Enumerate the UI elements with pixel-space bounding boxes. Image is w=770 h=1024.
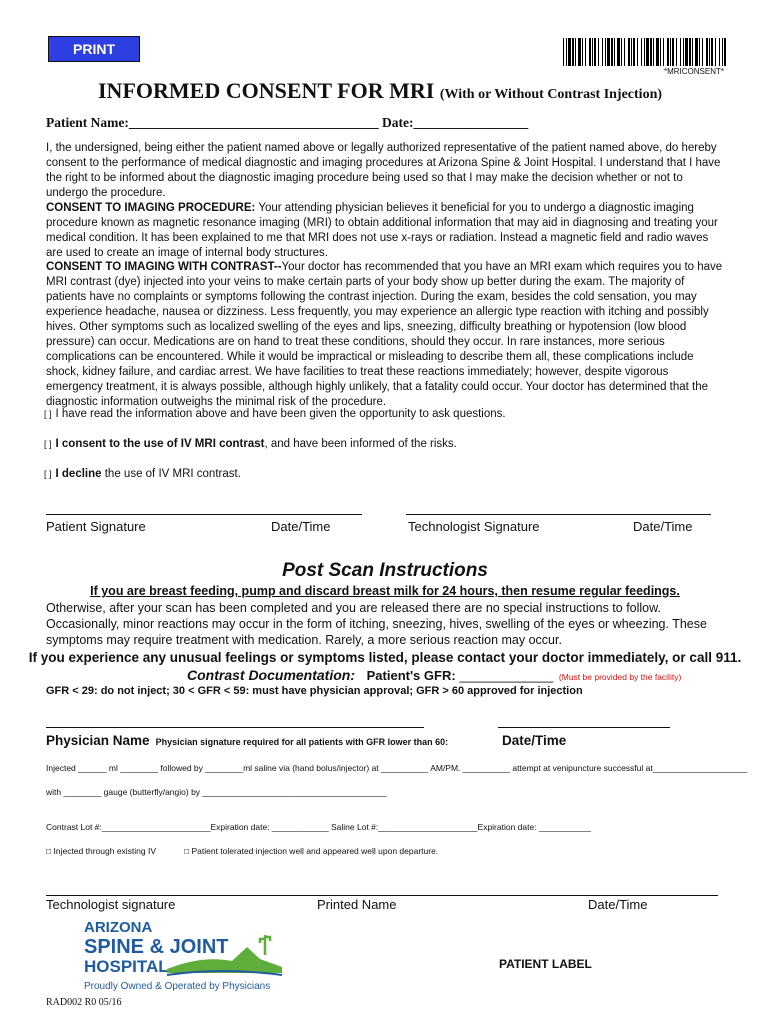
contrast-heading: CONSENT TO IMAGING WITH CONTRAST-- — [46, 261, 282, 273]
logo-line1: ARIZONA — [84, 919, 153, 936]
barcode-bar — [670, 38, 671, 66]
physician-date-label: Date/Time — [502, 733, 567, 748]
technologist-signature-label-2: Technologist signature — [46, 897, 176, 912]
checkbox-read[interactable] — [44, 408, 506, 420]
printed-name-label: Printed Name — [317, 897, 397, 912]
gfr-field[interactable]: _____________ — [459, 668, 554, 683]
gfr-rules: GFR < 29: do not inject; 30 < GFR < 59: must have physician approval; GFR > 60 approved for injection — [46, 685, 583, 697]
checkbox-text: the use of IV MRI contrast. — [101, 468, 241, 480]
barcode-bar — [719, 38, 720, 66]
contrast-doc-label: Contrast Documentation: — [187, 667, 355, 683]
logo-line3: HOSPITAL — [84, 957, 169, 976]
barcode-bar — [709, 38, 710, 66]
physician-note: Physician signature required for all patients with GFR lower than 60: — [155, 737, 449, 747]
barcode-bar — [711, 38, 713, 66]
logo-tagline: Proudly Owned & Operated by Physicians — [84, 981, 271, 992]
checkbox-bold: I consent to the use of IV MRI contrast — [55, 438, 265, 450]
barcode-bar — [594, 38, 596, 66]
barcode-bar — [585, 38, 586, 66]
barcode-bar — [617, 38, 620, 66]
checkbox-bracket[interactable]: [ ] — [44, 439, 52, 449]
checkbox-bracket[interactable]: [ ] — [44, 409, 52, 419]
barcode-bar — [680, 38, 681, 66]
barcode — [563, 38, 726, 66]
form-title — [98, 78, 662, 104]
barcode-bar — [656, 38, 659, 66]
checkbox-decline[interactable] — [44, 468, 241, 480]
barcode-bar — [653, 38, 654, 66]
barcode-bar — [689, 38, 691, 66]
barcode-bar — [624, 38, 625, 66]
barcode-bar — [621, 38, 622, 66]
date-label: Date: — [381, 115, 414, 130]
imaging-paragraph — [46, 201, 726, 261]
barcode-bar — [722, 38, 723, 66]
barcode-bar — [563, 38, 564, 66]
barcode-bar — [566, 38, 567, 66]
cactus-icon — [260, 935, 270, 955]
barcode-bar — [724, 38, 726, 66]
physician-date-line[interactable] — [498, 727, 670, 728]
contrast-text: Your doctor has recommended that you have an MRI exam which requires you to have MRI contrast (dye) injected into your veins to make certain parts of your body show up better during the exam. The majority of patients have no complaints or symptoms following the contrast injection. During the exam, besides the cold sensation, you may experience headache, nausea or dizziness. Less frequently, you may experience an allergic type reaction with itching and possibly hives. Other symptoms such as localized swelling of the eyes and lips, sneezing, difficulty breathing or hypotension (low blood pressure) can occur. Medications are on hand to treat these conditions, should they occur. In rare instances, more serious complications can be encountered. While it would be impractical or misleading to describe them all, these complications include shock, kidney failure, and cardiac arrest. We have facilities to treat these reactions immediately; however, despite vigorous emergency treatment, it is always possible, although highly unlikely, that a fatality could occur. Your doctor has determined that the diagnostic information outweighs the minimal risk of the procedure. — [46, 261, 723, 408]
barcode-bar — [702, 38, 703, 66]
technologist-signature-label: Technologist Signature — [408, 519, 540, 534]
technologist-date-label: Date/Time — [633, 519, 693, 534]
hospital-logo — [82, 917, 286, 995]
patient-name-label: Patient Name: — [46, 115, 129, 130]
technologist-signature-line[interactable] — [406, 514, 711, 515]
checkbox-consent[interactable] — [44, 438, 457, 450]
form-title-sub: (With or Without Contrast Injection) — [439, 87, 663, 102]
barcode-bar — [695, 38, 698, 66]
barcode-bar — [582, 38, 583, 66]
form-title-main: INFORMED CONSENT FOR MRI — [98, 78, 435, 103]
patient-tolerated-option[interactable]: □ Patient tolerated injection well and appeared well upon departure. — [184, 846, 439, 856]
barcode-bar — [578, 38, 581, 66]
barcode-bar — [646, 38, 649, 66]
barcode-bar — [568, 38, 571, 66]
barcode-bar — [598, 38, 599, 66]
injected-existing-iv-option[interactable]: □ Injected through existing IV — [46, 846, 157, 856]
patient-name-field[interactable]: _____________________________________ — [128, 115, 379, 130]
post-scan-text: Otherwise, after your scan has been completed and you are released there are no special instructions to follow. Occasionally, minor reactions may occur in the form of itching, sneezing, hives, swelling of the eyes or wheezing. These symptoms may require treatment with medication. Rarely, a more serious reaction may occur. — [46, 601, 707, 647]
contrast-documentation — [187, 667, 681, 683]
patient-date-label: Date/Time — [271, 519, 331, 534]
patient-signature-line[interactable] — [46, 514, 362, 515]
barcode-bar — [660, 38, 661, 66]
barcode-bar — [605, 38, 606, 66]
barcode-bar — [637, 38, 638, 66]
physician-name-row — [46, 733, 448, 748]
barcode-bar — [706, 38, 708, 66]
checkbox-bracket[interactable]: [ ] — [44, 469, 52, 479]
form-code: RAD002 R0 05/16 — [46, 997, 122, 1008]
date-field[interactable]: _________________ — [413, 115, 529, 130]
barcode-text: *MRICONSENT* — [664, 67, 725, 76]
imaging-text: Your attending physician believes it beneficial for you to undergo a diagnostic imaging procedure known as magnetic resonance imaging (MRI) to obtain additional information that may aid in diagnosing and treating your medical condition. It has been explained to me that MRI does not use x-rays or radiation. Instead a magnetic field and radio waves are used to create an image of internal body structures. — [46, 202, 718, 259]
gfr-note: (Must be provided by the facility) — [558, 672, 682, 682]
barcode-bar — [602, 38, 603, 66]
barcode-bar — [672, 38, 674, 66]
checkbox-text: I have read the information above and have been given the opportunity to ask questions. — [55, 408, 506, 420]
intro-paragraph: I, the undersigned, being either the patient named above or legally authorized representative of the patient named above, do hereby consent to the performance of medical diagnostic and imaging procedures at Arizona Spine & Joint Hospital. I understand that I have the right to be informed about the diagnostic imaging procedure being used so that I may make the decision whether or not to undergo the procedure. — [46, 142, 721, 199]
emergency-warning: If you experience any unusual feelings or symptoms listed, please contact your doctor immediately, or call 911. — [28, 650, 742, 665]
contrast-paragraph — [46, 260, 726, 410]
barcode-bar — [667, 38, 669, 66]
imaging-heading: CONSENT TO IMAGING PROCEDURE: — [46, 202, 256, 214]
physician-signature-line[interactable] — [46, 727, 424, 728]
gfr-label: Patient's GFR: — [366, 668, 456, 683]
barcode-bar — [611, 38, 613, 66]
barcode-bar — [614, 38, 615, 66]
print-button[interactable]: PRINT — [48, 36, 140, 62]
bottom-signature-line[interactable] — [46, 895, 718, 896]
injection-line-1[interactable]: Injected ______ ml ________ followed by ________ml saline via (hand bolus/injector) at __________ AM/PM. __________ attempt at venipuncture successful at____________________ — [46, 763, 748, 773]
barcode-bar — [592, 38, 593, 66]
barcode-bar — [607, 38, 610, 66]
barcode-bar — [685, 38, 688, 66]
breast-feeding-notice: If you are breast feeding, pump and discard breast milk for 24 hours, then resume regular feedings. — [90, 584, 680, 598]
barcode-bar — [644, 38, 645, 66]
patient-name-line — [46, 115, 528, 131]
barcode-bar — [692, 38, 693, 66]
barcode-bar — [650, 38, 652, 66]
barcode-bar — [633, 38, 635, 66]
barcode-bar — [575, 38, 576, 66]
checkbox-text: , and have been informed of the risks. — [264, 438, 457, 450]
barcode-bar — [589, 38, 591, 66]
injection-line-2[interactable]: with ________ gauge (butterfly/angio) by _______________________________________ — [46, 787, 387, 797]
barcode-bar — [663, 38, 664, 66]
barcode-bar — [676, 38, 677, 66]
patient-signature-label: Patient Signature — [46, 519, 146, 534]
checkbox-bold: I decline — [55, 468, 102, 480]
barcode-bar — [572, 38, 574, 66]
barcode-bar — [715, 38, 716, 66]
logo-line2: SPINE & JOINT — [84, 936, 229, 958]
injection-line-3[interactable]: Contrast Lot #:_______________________Expiration date: ____________ Saline Lot #:_____________________Expiration date: ___________ — [46, 822, 591, 832]
post-scan-title: Post Scan Instructions — [282, 560, 488, 581]
barcode-bar — [641, 38, 642, 66]
barcode-bar — [631, 38, 632, 66]
physician-name-label: Physician Name — [46, 733, 150, 748]
barcode-bar — [683, 38, 684, 66]
bottom-date-label: Date/Time — [588, 897, 648, 912]
barcode-bar — [699, 38, 700, 66]
patient-label: PATIENT LABEL — [499, 957, 592, 971]
barcode-bar — [628, 38, 630, 66]
